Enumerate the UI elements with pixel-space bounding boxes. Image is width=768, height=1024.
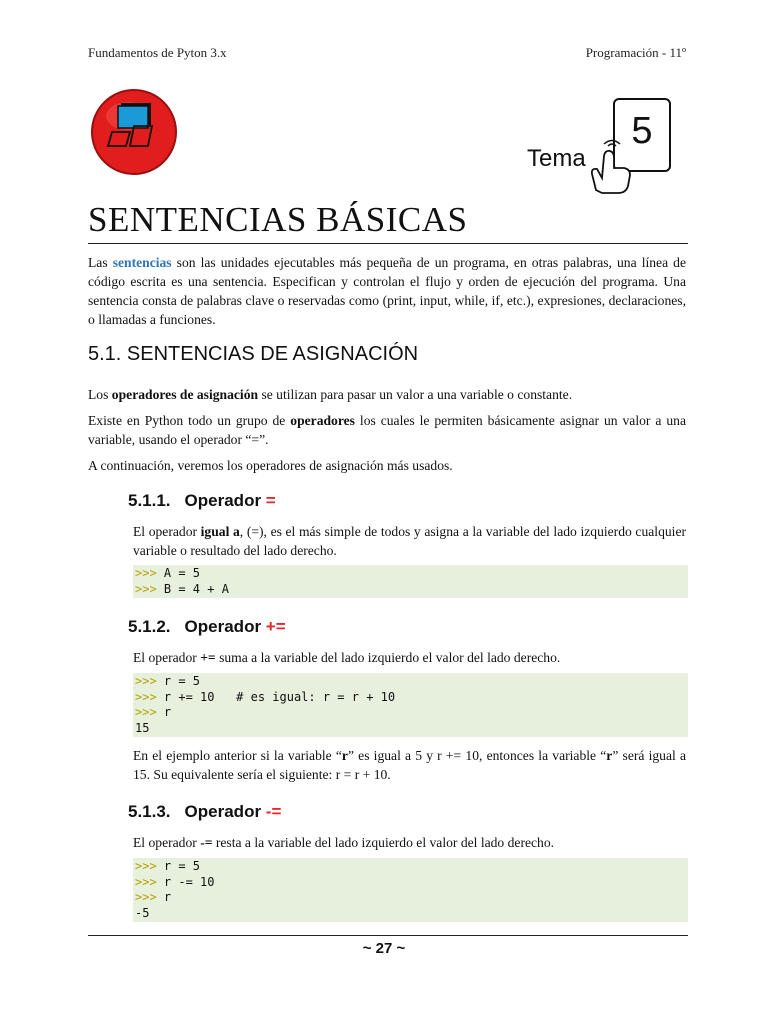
- header-left: Fundamentos de Pyton 3.x: [88, 45, 227, 60]
- code-prompt: >>>: [135, 890, 157, 904]
- subsection-heading-5-1-2: [128, 617, 286, 637]
- code-prompt: >>>: [135, 581, 157, 596]
- heading-operator: -=: [265, 802, 282, 821]
- p-pre: El operador: [133, 524, 201, 539]
- p1-post: se utilizan para pasar un valor a una variable o constante.: [258, 387, 573, 402]
- code-prompt: >>>: [135, 874, 157, 889]
- heading-text: Operador: [184, 617, 266, 636]
- p-post: resta a la variable del lado izquierdo el valor del lado derecho.: [212, 835, 555, 850]
- intro-pre: Las: [88, 255, 113, 270]
- code-prompt: >>>: [135, 689, 157, 704]
- code-line: [135, 566, 688, 582]
- p2-post: los cuales le permiten básicamente asignar un valor a una variable, usando el operador “=”.: [88, 413, 686, 447]
- title-divider: [88, 243, 688, 244]
- p-pre: El operador: [133, 835, 201, 850]
- code-text: A = 5: [156, 566, 201, 580]
- tema-label: Tema: [527, 145, 586, 172]
- heading-num: 5.1.1.: [128, 491, 171, 510]
- code-text: -5: [135, 905, 150, 920]
- p-pre: El operador: [133, 650, 201, 665]
- p-bold: igual a: [200, 524, 240, 539]
- heading-text: Operador: [184, 802, 266, 821]
- code-prompt: >>>: [135, 566, 157, 580]
- code-line: [135, 690, 688, 706]
- code-prompt: >>>: [135, 705, 157, 719]
- code-text: 15: [135, 720, 150, 735]
- heading-operator: =: [265, 491, 276, 510]
- page-title: SENTENCIAS BÁSICAS: [88, 200, 468, 239]
- subsection-5-1-2-explanation: [133, 746, 686, 784]
- header-right: Programación - 11º: [585, 45, 686, 60]
- section-5-1-paragraph-3: A continuación, veremos los operadores de asignación más usados.: [88, 458, 453, 473]
- intro-paragraph: [88, 253, 686, 329]
- code-block-5-1-3: [133, 858, 688, 922]
- code-block-5-1-2: [133, 673, 688, 737]
- code-line: [135, 674, 688, 690]
- after-pre: En el ejemplo anterior si la variable “: [133, 748, 342, 763]
- p-bold: -=: [200, 835, 213, 850]
- pointing-hand-icon: [588, 138, 648, 196]
- code-line: [135, 721, 688, 737]
- subsection-5-1-3-paragraph: [133, 833, 686, 852]
- sentencias-highlight: sentencias: [112, 255, 172, 270]
- code-line: [135, 890, 688, 906]
- code-text: r: [156, 890, 172, 904]
- heading-operator: +=: [265, 617, 286, 636]
- code-prompt: >>>: [135, 859, 157, 873]
- footer-divider: [88, 935, 688, 936]
- p1-bold: operadores de asignación: [111, 387, 259, 402]
- after-bold-1: r: [341, 748, 348, 763]
- p1-pre: Los: [88, 387, 112, 402]
- code-text: r = 5: [156, 859, 201, 873]
- tema-number: 5: [631, 110, 653, 152]
- intro-post: son las unidades ejecutables más pequeña de un programa, en otras palabras, una línea de código escrita es una sentencia. Especifican y controlan el flujo y orden de ejecución del programa. Una sentencia consta de palabras clave o reservadas como (print, input, while, if, etc.), expresiones, declaraciones, o llamadas a funciones.: [88, 255, 686, 327]
- page-number: ~ 27 ~: [362, 940, 406, 957]
- section-heading-5-1: 5.1. SENTENCIAS DE ASIGNACIÓN: [88, 343, 419, 365]
- code-prompt: >>>: [135, 674, 157, 688]
- code-block-5-1-1: [133, 565, 688, 598]
- section-5-1-paragraph-2: [88, 411, 686, 449]
- code-text: r += 10 # es igual: r = r + 10: [156, 689, 396, 704]
- after-bold-2: r: [606, 748, 613, 763]
- p-bold: +=: [200, 650, 216, 665]
- code-line: [135, 859, 688, 875]
- code-line: [135, 705, 688, 721]
- p2-pre: Existe en Python todo un grupo de: [88, 413, 291, 428]
- after-mid: ” es igual a 5 y r += 10, entonces la variable “: [347, 748, 607, 763]
- section-5-1-paragraph-1: [88, 385, 686, 404]
- subsection-5-1-1-paragraph: [133, 522, 686, 560]
- heading-num: 5.1.2.: [128, 617, 171, 636]
- subsection-heading-5-1-3: [128, 802, 281, 822]
- code-line: [135, 582, 688, 598]
- p-post: suma a la variable del lado izquierdo el valor del lado derecho.: [215, 650, 561, 665]
- after-post: ” será igual a 15. Su equivalente sería el siguiente: r = r + 10.: [133, 748, 686, 782]
- subsection-heading-5-1-1: [128, 491, 276, 511]
- subsection-5-1-2-paragraph: [133, 648, 686, 667]
- heading-text: Operador: [184, 491, 266, 510]
- p2-bold: operadores: [290, 413, 355, 428]
- code-text: r: [156, 705, 172, 719]
- heading-num: 5.1.3.: [128, 802, 171, 821]
- p-post: , (=), es el más simple de todos y asigna a la variable del lado izquierdo cualquier variable o resultado del lado derecho.: [133, 524, 687, 558]
- code-text: r = 5: [156, 674, 201, 688]
- code-line: [135, 906, 688, 922]
- code-line: [135, 875, 688, 891]
- code-text: r -= 10: [156, 874, 215, 889]
- logo-icon: [90, 88, 178, 176]
- code-text: B = 4 + A: [156, 581, 229, 596]
